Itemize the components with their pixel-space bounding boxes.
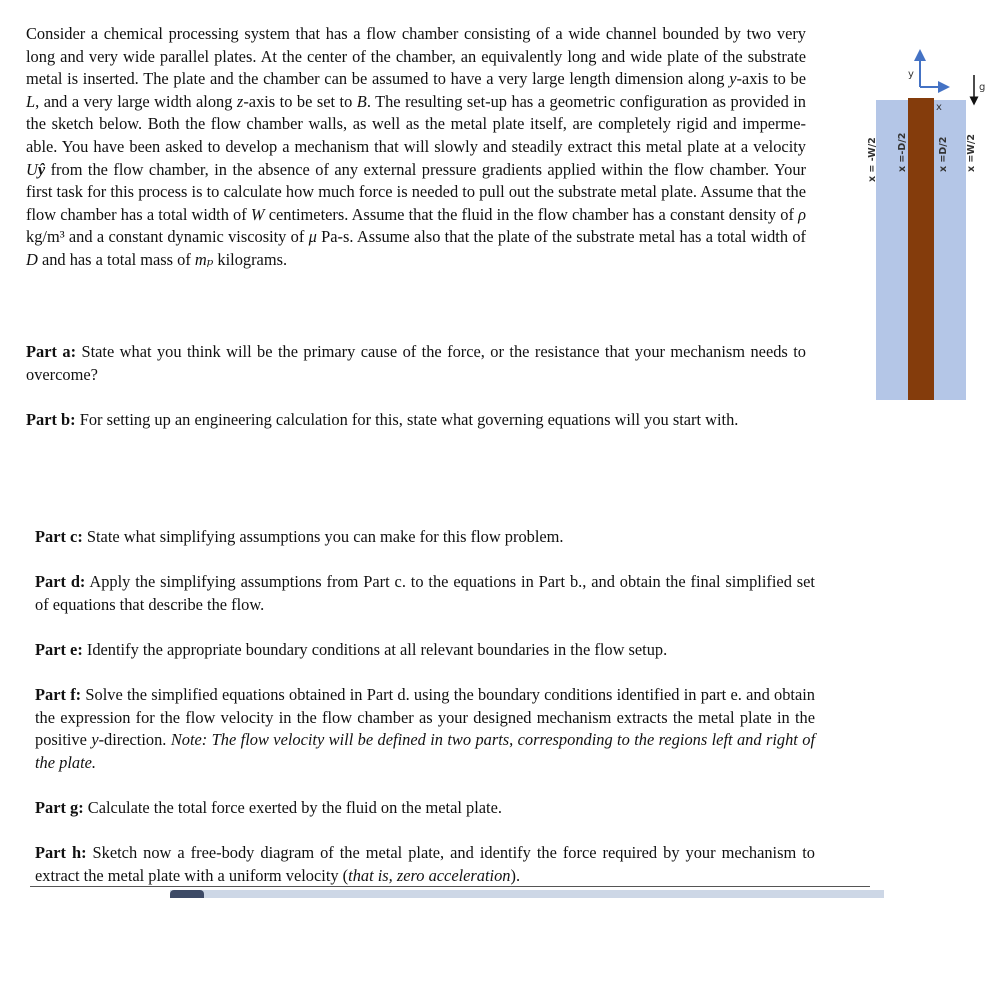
text-run: ). xyxy=(510,865,521,885)
text-run: Consider a chemical processing system that has a flow chamber consisting of a wide channel bounded by two very long and very wide parallel plates. At the center of the chamber, an equivalently long and wide plate of the substrate metal is inserted. The plate and the chamber can be assumed to have a very large length dimension along xyxy=(26,24,806,89)
part-label: Part h: xyxy=(35,843,87,862)
part-label: Part a: xyxy=(26,342,77,361)
part-label: Part g: xyxy=(35,798,84,817)
text-run: -axis to be xyxy=(736,69,807,89)
text-run: -direction. xyxy=(98,730,171,750)
text-run: Calculate the total force exerted by the fluid on the metal plate. xyxy=(83,798,502,817)
text-run: Apply the simplifying assumptions from Part c. to the equations in Part b., and obtain the final simplified set of equations that describe the flow. xyxy=(35,572,815,614)
x-axis-label: x xyxy=(936,102,942,113)
math-symbol: D xyxy=(26,249,38,269)
text-run: and has a total mass of xyxy=(37,249,195,269)
math-symbol: ρ xyxy=(798,204,806,224)
math-symbol: U xyxy=(26,159,38,179)
part-label: Part b: xyxy=(26,410,76,429)
plate-left-label: x =-D/2 xyxy=(897,132,908,172)
text-run: kg/m³ and a constant dynamic viscosity of xyxy=(26,227,309,247)
part-d xyxy=(35,571,815,616)
text-run: Solve the simplified equations obtained in Part d. using the boundary conditions identified in part e. and obtain the expression for the flow velocity in the flow chamber as your designed mechanism extracts the metal plate in the positive xyxy=(35,685,815,750)
part-h xyxy=(35,842,815,887)
math-symbol: y xyxy=(729,69,737,89)
math-symbol: ŷ xyxy=(37,159,46,179)
math-symbol: Note: The flow velocity will be defined in two parts, corresponding to the regions left and right of the plate. xyxy=(35,730,816,772)
part-e xyxy=(35,639,815,662)
text-run: State what simplifying assumptions you can make for this flow problem. xyxy=(82,527,564,546)
text-run: Identify the appropriate boundary conditions at all relevant boundaries in the flow setup. xyxy=(82,640,668,659)
plate-right-label: x =D/2 xyxy=(938,136,949,172)
gravity-label: g xyxy=(979,82,986,93)
part-label: Part d: xyxy=(35,572,86,591)
part-b xyxy=(26,409,806,432)
wall-right-label: x =W/2 xyxy=(966,134,977,172)
y-axis-label: y xyxy=(908,69,914,80)
text-run: from the flow chamber, in the absence of any external pressure gradients applied within the flow chamber. Your first task for this process is to calculate how much force is needed to pull out the substrate metal plate. Assume that the flow chamber has a total width of xyxy=(26,159,806,224)
part-label: Part e: xyxy=(35,640,83,659)
text-run: Sketch now a free-body diagram of the metal plate, and identify the force required by your mechanism to extract the metal plate with a uniform velocity ( xyxy=(35,843,815,885)
math-symbol: that is, zero acceleration xyxy=(348,865,511,885)
text-run: State what you think will be the primary cause of the force, or the resistance that your mechanism needs to overcome? xyxy=(26,342,806,384)
problem-statement xyxy=(26,23,806,272)
divider xyxy=(30,886,870,887)
part-f xyxy=(35,684,815,774)
text-run: For setting up an engineering calculation for this, state what governing equations will you start with. xyxy=(75,410,739,429)
text-run: , and a very large width along xyxy=(35,91,237,111)
flow-chamber-sketch xyxy=(862,45,992,405)
math-symbol: L xyxy=(26,91,36,111)
part-label: Part c: xyxy=(35,527,83,546)
math-symbol: μ xyxy=(308,227,317,247)
part-g xyxy=(35,797,815,820)
part-label: Part f: xyxy=(35,685,82,704)
text-run: kilograms. xyxy=(213,249,288,269)
text-run: . The resulting set-up has a geometric configuration as provided in the sketch below. Both the flow chamber walls, as well as the metal plate itself, are completely rigid and imperme-able. You have been asked to develop a mechanism that will slowly and steadily extract this metal plate at a velocity xyxy=(26,91,807,156)
wall-left-label: x = -W/2 xyxy=(867,137,878,182)
math-symbol: z xyxy=(236,91,244,111)
text-run: Pa-s. Assume also that the plate of the substrate metal has a total width of xyxy=(316,227,806,247)
cropped-toolbar-strip xyxy=(170,890,884,898)
math-symbol: B xyxy=(356,91,367,111)
text-run: centimeters. Assume that the fluid in the flow chamber has a constant density of xyxy=(264,204,799,224)
part-c xyxy=(35,526,815,549)
math-symbol: W xyxy=(250,204,265,224)
math-symbol: mₚ xyxy=(194,249,214,269)
cropped-toolbar-tab xyxy=(170,890,204,898)
text-run: -axis to be set to xyxy=(243,91,357,111)
metal-plate xyxy=(908,98,934,400)
math-symbol: y xyxy=(91,730,99,750)
part-a xyxy=(26,341,806,386)
